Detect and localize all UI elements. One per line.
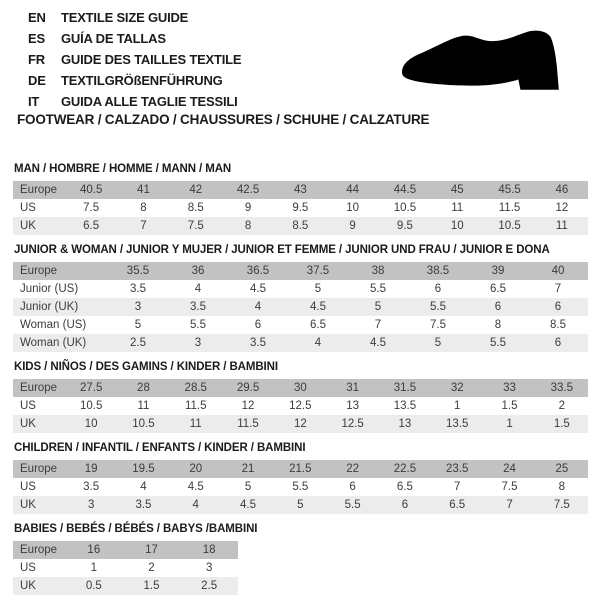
size-value-cell: 7 (140, 220, 147, 232)
size-value-cell: 6.5 (310, 319, 326, 331)
size-value-cell: 11 (137, 400, 150, 412)
size-value-cell: 4.5 (370, 337, 386, 349)
size-value-cell: 32 (450, 382, 464, 394)
size-value-cell: 7.5 (83, 202, 100, 214)
language-code: EN (28, 10, 46, 25)
size-value-cell: 8 (140, 202, 147, 214)
language-row (28, 28, 241, 49)
size-value-cell: 38 (371, 265, 385, 277)
size-value-cell: 0.5 (85, 580, 102, 592)
size-value-cell: 19 (84, 463, 98, 475)
language-row (28, 49, 241, 70)
size-value-cell: 13.5 (393, 400, 417, 412)
size-value-cell: 4.5 (240, 499, 257, 511)
language-title: GUIDA ALLE TAGLIE TESSILI (61, 94, 238, 109)
row-label-cell: US (20, 400, 36, 412)
table-row (13, 415, 588, 433)
size-value-cell: 3.5 (83, 481, 100, 493)
size-value-cell: 11.5 (498, 202, 521, 214)
row-label-cell: Europe (20, 184, 58, 196)
size-value-cell: 4 (192, 499, 199, 511)
size-value-cell: 44 (346, 184, 360, 196)
size-value-cell: 8 (244, 220, 252, 232)
size-value-cell: 46 (555, 184, 569, 196)
size-value-cell: 6 (494, 301, 502, 313)
size-table-section-junior-woman (13, 244, 588, 352)
size-table-title: KIDS / NIÑOS / DES GAMINS / KINDER / BAMBINI (14, 361, 278, 373)
size-value-cell: 21 (241, 463, 255, 475)
size-value-cell: 10.5 (132, 418, 155, 430)
size-value-cell: 6 (349, 481, 356, 493)
size-value-cell: 4 (254, 301, 262, 313)
size-value-cell: 11 (555, 220, 568, 232)
size-value-cell: 3.5 (190, 301, 206, 313)
size-value-cell: 17 (145, 544, 158, 556)
size-table-section-children (13, 442, 588, 514)
row-label-cell: UK (20, 220, 36, 232)
language-legend (28, 7, 241, 112)
size-value-cell: 13.5 (446, 418, 469, 430)
size-table-section-babies (13, 523, 588, 595)
size-value-cell: 30 (293, 382, 307, 394)
size-value-cell: 3.5 (135, 499, 152, 511)
size-value-cell: 3.5 (250, 337, 266, 349)
size-value-cell: 23.5 (446, 463, 469, 475)
size-value-cell: 12 (293, 418, 307, 430)
size-value-cell: 43 (293, 184, 307, 196)
size-table-section-man (13, 163, 588, 235)
table-row (13, 460, 588, 478)
size-table (13, 541, 238, 595)
table-row (13, 262, 588, 280)
size-value-cell: 16 (87, 544, 101, 556)
language-title: GUIDE DES TAILLES TEXTILE (61, 52, 242, 67)
size-value-cell: 10 (450, 220, 464, 232)
row-label-cell: Junior (US) (20, 283, 79, 295)
size-value-cell: 24 (503, 463, 516, 475)
table-row (13, 559, 238, 577)
size-value-cell: 1 (454, 400, 461, 412)
language-code: IT (28, 94, 40, 109)
size-value-cell: 5.5 (370, 283, 386, 295)
size-value-cell: 39 (491, 265, 505, 277)
size-value-cell: 20 (189, 463, 203, 475)
size-value-cell: 1 (506, 418, 513, 430)
size-value-cell: 7.5 (187, 220, 204, 232)
size-value-cell: 11 (189, 418, 202, 430)
size-value-cell: 27.5 (79, 382, 103, 394)
table-row (13, 478, 588, 496)
dress-shoe-icon (400, 29, 572, 97)
size-value-cell: 3 (194, 337, 202, 349)
row-label-cell: Woman (UK) (20, 337, 87, 349)
row-label-cell: Europe (20, 265, 58, 277)
size-value-cell: 11.5 (184, 400, 207, 412)
size-value-cell: 18 (202, 544, 216, 556)
size-value-cell: 6 (554, 337, 562, 349)
row-label-cell: US (20, 481, 36, 493)
size-value-cell: 7.5 (501, 481, 518, 493)
size-value-cell: 31.5 (393, 382, 417, 394)
size-value-cell: 10 (84, 418, 98, 430)
size-value-cell: 36.5 (246, 265, 270, 277)
size-value-cell: 6 (554, 301, 562, 313)
size-value-cell: 5 (374, 301, 382, 313)
size-value-cell: 29.5 (236, 382, 260, 394)
row-label-cell: UK (20, 418, 36, 430)
size-value-cell: 5.5 (490, 337, 506, 349)
size-value-cell: 25 (555, 463, 569, 475)
size-value-cell: 2.5 (201, 580, 218, 592)
size-value-cell: 3.5 (130, 283, 146, 295)
size-value-cell: 1 (90, 562, 98, 574)
table-row (13, 541, 238, 559)
size-table (13, 181, 588, 235)
size-value-cell: 40 (551, 265, 565, 277)
row-label-cell: Europe (20, 544, 58, 556)
size-value-cell: 21.5 (289, 463, 312, 475)
size-value-cell: 10.5 (393, 202, 417, 214)
size-table-section-kids (13, 361, 588, 433)
size-value-cell: 7 (454, 481, 461, 493)
size-value-cell: 7 (506, 499, 513, 511)
size-value-cell: 7.5 (430, 319, 446, 331)
size-value-cell: 7.5 (553, 499, 570, 511)
size-value-cell: 12.5 (289, 400, 312, 412)
table-row (13, 298, 588, 316)
size-value-cell: 12 (241, 400, 255, 412)
table-row (13, 199, 588, 217)
language-title: TEXTILGRÖßENFÜHRUNG (61, 73, 223, 88)
size-value-cell: 45.5 (498, 184, 521, 196)
language-title: TEXTILE SIZE GUIDE (61, 10, 189, 25)
size-value-cell: 4 (140, 481, 147, 493)
size-value-cell: 2 (558, 400, 566, 412)
size-table (13, 460, 588, 514)
language-row (28, 91, 241, 112)
size-table-title: BABIES / BEBÉS / BÉBÉS / BABYS /BAMBINI (14, 523, 258, 535)
size-value-cell: 36 (191, 265, 205, 277)
size-value-cell: 3 (134, 301, 142, 313)
size-value-cell: 6.5 (490, 283, 506, 295)
row-label-cell: Junior (UK) (20, 301, 79, 313)
size-value-cell: 10 (346, 202, 360, 214)
size-value-cell: 4.5 (187, 481, 204, 493)
size-value-cell: 5.5 (430, 301, 446, 313)
size-value-cell: 38.5 (426, 265, 450, 277)
size-value-cell: 35.5 (126, 265, 150, 277)
size-value-cell: 42 (189, 184, 203, 196)
footwear-category-title: FOOTWEAR / CALZADO / CHAUSSURES / SCHUHE / CALZATURE (17, 112, 430, 127)
size-value-cell: 5.5 (190, 319, 206, 331)
size-table-title: JUNIOR & WOMAN / JUNIOR Y MUJER / JUNIOR ET FEMME / JUNIOR UND FRAU / JUNIOR E DONA (14, 244, 550, 256)
row-label-cell: UK (20, 499, 36, 511)
size-value-cell: 4.5 (250, 283, 266, 295)
size-value-cell: 7 (374, 319, 382, 331)
size-value-cell: 33 (503, 382, 516, 394)
size-tables (13, 163, 588, 604)
size-value-cell: 22.5 (393, 463, 417, 475)
table-row (13, 496, 588, 514)
size-value-cell: 2 (148, 562, 155, 574)
size-value-cell: 1.5 (553, 418, 570, 430)
size-value-cell: 5 (244, 481, 252, 493)
size-value-cell: 9.5 (292, 202, 309, 214)
size-value-cell: 12 (555, 202, 569, 214)
size-value-cell: 28 (137, 382, 150, 394)
size-value-cell: 6 (434, 283, 442, 295)
size-value-cell: 5 (134, 319, 142, 331)
table-row (13, 379, 588, 397)
size-value-cell: 6.5 (449, 499, 466, 511)
size-table-title: CHILDREN / INFANTIL / ENFANTS / KINDER / BAMBINI (14, 442, 306, 454)
language-row (28, 7, 241, 28)
size-value-cell: 6 (401, 499, 409, 511)
size-value-cell: 4 (194, 283, 202, 295)
size-value-cell: 6.5 (83, 220, 100, 232)
row-label-cell: Europe (20, 382, 58, 394)
size-value-cell: 3 (205, 562, 213, 574)
size-table-title: MAN / HOMBRE / HOMME / MANN / MAN (14, 163, 232, 175)
size-value-cell: 5 (434, 337, 442, 349)
table-row (13, 217, 588, 235)
size-value-cell: 1.5 (501, 400, 518, 412)
size-value-cell: 5 (297, 499, 304, 511)
language-code: DE (28, 73, 46, 88)
language-row (28, 70, 241, 91)
table-row (13, 181, 588, 199)
size-value-cell: 10.5 (79, 400, 103, 412)
size-value-cell: 6.5 (396, 481, 413, 493)
size-value-cell: 5 (314, 283, 322, 295)
size-value-cell: 4 (314, 337, 322, 349)
language-code: ES (28, 31, 45, 46)
size-value-cell: 4.5 (310, 301, 326, 313)
size-value-cell: 5.5 (292, 481, 309, 493)
language-code: FR (28, 52, 45, 67)
size-value-cell: 45 (450, 184, 464, 196)
size-value-cell: 33.5 (550, 382, 574, 394)
size-value-cell: 1.5 (143, 580, 160, 592)
size-value-cell: 8 (558, 481, 566, 493)
size-value-cell: 9 (244, 202, 252, 214)
row-label-cell: US (20, 562, 36, 574)
size-value-cell: 31 (346, 382, 360, 394)
size-value-cell: 41 (137, 184, 150, 196)
size-value-cell: 40.5 (79, 184, 103, 196)
size-value-cell: 44.5 (393, 184, 417, 196)
table-row (13, 577, 238, 595)
row-label-cell: US (20, 202, 36, 214)
row-label-cell: UK (20, 580, 36, 592)
size-value-cell: 8.5 (292, 220, 309, 232)
size-table (13, 262, 588, 352)
size-value-cell: 13 (398, 418, 412, 430)
table-row (13, 397, 588, 415)
size-value-cell: 5.5 (344, 499, 361, 511)
size-value-cell: 8.5 (187, 202, 204, 214)
size-value-cell: 28.5 (184, 382, 207, 394)
row-label-cell: Woman (US) (20, 319, 87, 331)
size-value-cell: 37.5 (306, 265, 330, 277)
size-value-cell: 42.5 (236, 184, 260, 196)
table-row (13, 280, 588, 298)
size-value-cell: 22 (346, 463, 360, 475)
size-value-cell: 9.5 (396, 220, 413, 232)
language-title: GUÍA DE TALLAS (61, 31, 166, 46)
size-value-cell: 8.5 (550, 319, 566, 331)
size-value-cell: 6 (254, 319, 262, 331)
size-value-cell: 3 (87, 499, 95, 511)
table-row (13, 316, 588, 334)
size-table (13, 379, 588, 433)
table-row (13, 334, 588, 352)
size-value-cell: 11.5 (237, 418, 259, 430)
size-value-cell: 10.5 (498, 220, 521, 232)
size-value-cell: 12.5 (341, 418, 364, 430)
row-label-cell: Europe (20, 463, 58, 475)
size-value-cell: 9 (349, 220, 356, 232)
size-value-cell: 11 (451, 202, 464, 214)
size-value-cell: 2.5 (130, 337, 146, 349)
size-value-cell: 7 (554, 283, 562, 295)
size-value-cell: 8 (494, 319, 502, 331)
size-value-cell: 19.5 (132, 463, 155, 475)
size-value-cell: 13 (346, 400, 360, 412)
